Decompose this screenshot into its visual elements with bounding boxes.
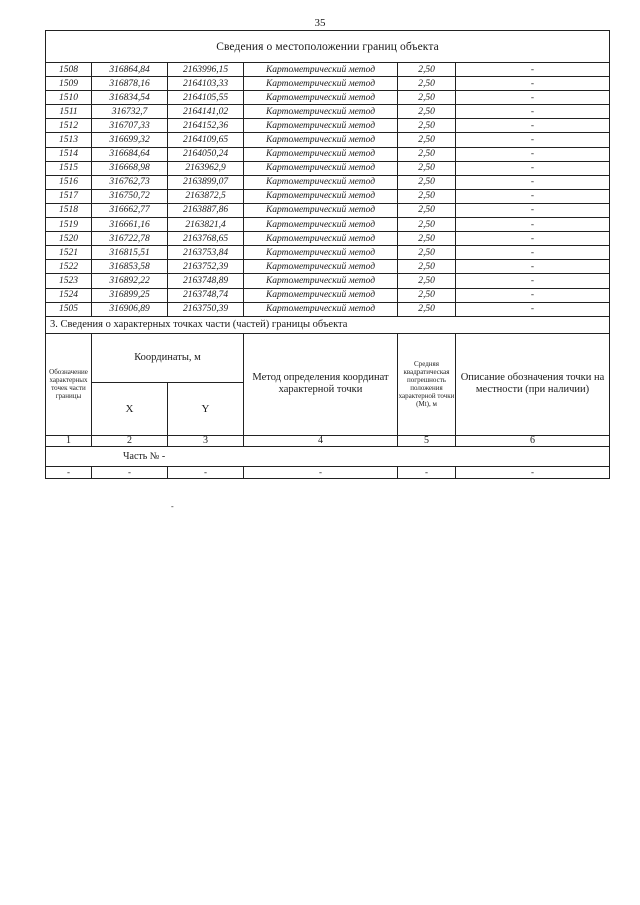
table-row: [46, 175, 610, 189]
header-description: Описание обозначения точки на местности (при наличии): [456, 333, 610, 435]
boundary-table: [45, 30, 610, 479]
accuracy-cell: 2,50: [398, 105, 456, 119]
table-row: [46, 77, 610, 91]
x-coordinate-cell: 316853,58: [92, 260, 168, 274]
accuracy-cell: 2,50: [398, 288, 456, 302]
accuracy-cell: 2,50: [398, 274, 456, 288]
y-coordinate-cell: 2163887,86: [168, 203, 244, 217]
blank-cell: -: [244, 466, 398, 478]
x-coordinate-cell: 316834,54: [92, 91, 168, 105]
method-cell: Картометрический метод: [244, 147, 398, 161]
x-coordinate-cell: 316892,22: [92, 274, 168, 288]
header-coordinates: Координаты, м: [92, 333, 244, 382]
y-coordinate-cell: 2164103,33: [168, 77, 244, 91]
method-cell: Картометрический метод: [244, 274, 398, 288]
x-coordinate-cell: 316864,84: [92, 63, 168, 77]
point-number-cell: 1505: [46, 302, 92, 316]
point-number-cell: 1524: [46, 288, 92, 302]
accuracy-cell: 2,50: [398, 246, 456, 260]
description-cell: -: [456, 119, 610, 133]
x-coordinate-cell: 316906,89: [92, 302, 168, 316]
accuracy-cell: 2,50: [398, 218, 456, 232]
point-number-cell: 1523: [46, 274, 92, 288]
x-coordinate-cell: 316732,7: [92, 105, 168, 119]
x-coordinate-cell: 316662,77: [92, 203, 168, 217]
x-coordinate-cell: 316722,78: [92, 232, 168, 246]
header-x: X: [92, 382, 168, 435]
point-number-cell: 1510: [46, 91, 92, 105]
description-cell: -: [456, 288, 610, 302]
description-cell: -: [456, 218, 610, 232]
method-cell: Картометрический метод: [244, 77, 398, 91]
point-number-cell: 1518: [46, 203, 92, 217]
column-number: 6: [456, 435, 610, 446]
y-coordinate-cell: 2163899,07: [168, 175, 244, 189]
point-number-cell: 1509: [46, 77, 92, 91]
y-coordinate-cell: 2164152,36: [168, 119, 244, 133]
y-coordinate-cell: 2163748,74: [168, 288, 244, 302]
accuracy-cell: 2,50: [398, 119, 456, 133]
x-coordinate-cell: 316661,16: [92, 218, 168, 232]
description-cell: -: [456, 77, 610, 91]
description-cell: -: [456, 232, 610, 246]
method-cell: Картометрический метод: [244, 175, 398, 189]
y-coordinate-cell: 2163821,4: [168, 218, 244, 232]
point-number-cell: 1513: [46, 133, 92, 147]
accuracy-cell: 2,50: [398, 302, 456, 316]
y-coordinate-cell: 2163872,5: [168, 189, 244, 203]
method-cell: Картометрический метод: [244, 133, 398, 147]
accuracy-cell: 2,50: [398, 232, 456, 246]
point-number-cell: 1514: [46, 147, 92, 161]
table-row: [46, 105, 610, 119]
method-cell: Картометрический метод: [244, 302, 398, 316]
blank-cell: -: [46, 466, 92, 478]
accuracy-cell: 2,50: [398, 189, 456, 203]
y-coordinate-cell: 2164141,02: [168, 105, 244, 119]
column-number: 3: [168, 435, 244, 446]
point-number-cell: 1517: [46, 189, 92, 203]
x-coordinate-cell: 316878,16: [92, 77, 168, 91]
column-number: 1: [46, 435, 92, 446]
x-coordinate-cell: 316750,72: [92, 189, 168, 203]
x-coordinate-cell: 316699,32: [92, 133, 168, 147]
method-cell: Картометрический метод: [244, 203, 398, 217]
accuracy-cell: 2,50: [398, 91, 456, 105]
accuracy-cell: 2,50: [398, 260, 456, 274]
table-row: [46, 260, 610, 274]
method-cell: Картометрический метод: [244, 63, 398, 77]
description-cell: -: [456, 63, 610, 77]
blank-cell: -: [92, 466, 168, 478]
point-number-cell: 1520: [46, 232, 92, 246]
column-number: 2: [92, 435, 168, 446]
x-coordinate-cell: 316668,98: [92, 161, 168, 175]
description-cell: -: [456, 246, 610, 260]
description-cell: -: [456, 161, 610, 175]
y-coordinate-cell: 2163752,39: [168, 260, 244, 274]
y-coordinate-cell: 2163748,89: [168, 274, 244, 288]
method-cell: Картометрический метод: [244, 260, 398, 274]
description-cell: -: [456, 203, 610, 217]
point-number-cell: 1511: [46, 105, 92, 119]
accuracy-cell: 2,50: [398, 133, 456, 147]
x-coordinate-cell: 316707,33: [92, 119, 168, 133]
point-number-cell: 1516: [46, 175, 92, 189]
x-coordinate-cell: 316684,64: [92, 147, 168, 161]
method-cell: Картометрический метод: [244, 246, 398, 260]
method-cell: Картометрический метод: [244, 91, 398, 105]
point-number-cell: 1515: [46, 161, 92, 175]
accuracy-cell: 2,50: [398, 147, 456, 161]
blank-cell: -: [398, 466, 456, 478]
y-coordinate-cell: 2163996,15: [168, 63, 244, 77]
description-cell: -: [456, 175, 610, 189]
method-cell: Картометрический метод: [244, 232, 398, 246]
method-cell: Картометрический метод: [244, 218, 398, 232]
method-cell: Картометрический метод: [244, 161, 398, 175]
section-3-title: 3. Сведения о характерных точках части (частей) границы объекта: [46, 316, 610, 333]
table-row: [46, 91, 610, 105]
y-coordinate-cell: 2164105,55: [168, 91, 244, 105]
accuracy-cell: 2,50: [398, 175, 456, 189]
table-row: [46, 288, 610, 302]
header-method: Метод определения координат характерной точки: [244, 333, 398, 435]
blank-cell: -: [168, 466, 244, 478]
page-number: 35: [314, 17, 326, 29]
table-row: [46, 218, 610, 232]
table-title: Сведения о местоположении границ объекта: [46, 31, 610, 63]
description-cell: -: [456, 302, 610, 316]
method-cell: Картометрический метод: [244, 288, 398, 302]
part-label: Часть № -: [46, 446, 610, 466]
header-y: Y: [168, 382, 244, 435]
description-cell: -: [456, 91, 610, 105]
column-number: 4: [244, 435, 398, 446]
y-coordinate-cell: 2163962,9: [168, 161, 244, 175]
table-row: [46, 147, 610, 161]
point-number-cell: 1521: [46, 246, 92, 260]
table-row: [46, 133, 610, 147]
table-row: [46, 189, 610, 203]
description-cell: -: [456, 274, 610, 288]
y-coordinate-cell: 2163753,84: [168, 246, 244, 260]
blank-cell: -: [456, 466, 610, 478]
point-number-cell: 1519: [46, 218, 92, 232]
accuracy-cell: 2,50: [398, 63, 456, 77]
accuracy-cell: 2,50: [398, 161, 456, 175]
description-cell: -: [456, 189, 610, 203]
accuracy-cell: 2,50: [398, 203, 456, 217]
column-number: 5: [398, 435, 456, 446]
description-cell: -: [456, 105, 610, 119]
point-number-cell: 1522: [46, 260, 92, 274]
method-cell: Картометрический метод: [244, 119, 398, 133]
point-number-cell: 1508: [46, 63, 92, 77]
table-row: [46, 203, 610, 217]
table-row: [46, 246, 610, 260]
footer-mark: -: [171, 502, 174, 511]
accuracy-cell: 2,50: [398, 77, 456, 91]
header-point-designation: Обозначение характерных точек части границы: [46, 333, 92, 435]
table-row: [46, 119, 610, 133]
description-cell: -: [456, 260, 610, 274]
y-coordinate-cell: 2164109,65: [168, 133, 244, 147]
x-coordinate-cell: 316762,73: [92, 175, 168, 189]
x-coordinate-cell: 316899,25: [92, 288, 168, 302]
table-row: [46, 302, 610, 316]
table-row: [46, 161, 610, 175]
method-cell: Картометрический метод: [244, 105, 398, 119]
y-coordinate-cell: 2164050,24: [168, 147, 244, 161]
table-row: [46, 63, 610, 77]
y-coordinate-cell: 2163750,39: [168, 302, 244, 316]
point-number-cell: 1512: [46, 119, 92, 133]
description-cell: -: [456, 147, 610, 161]
header-accuracy: Средняя квадратическая погрешность положения характерной точки (Mt), м: [398, 333, 456, 435]
x-coordinate-cell: 316815,51: [92, 246, 168, 260]
y-coordinate-cell: 2163768,65: [168, 232, 244, 246]
method-cell: Картометрический метод: [244, 189, 398, 203]
table-row: [46, 232, 610, 246]
description-cell: -: [456, 133, 610, 147]
table-row: [46, 274, 610, 288]
